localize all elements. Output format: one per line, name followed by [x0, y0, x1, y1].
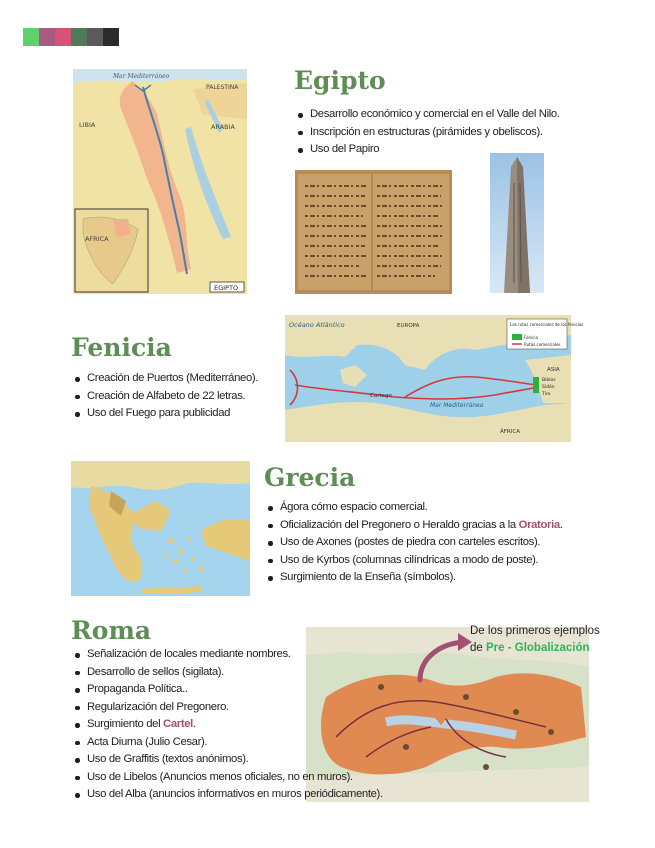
callout-text: de: [470, 642, 486, 654]
palette-swatch: [55, 28, 71, 46]
section-title-egipto: Egipto: [294, 66, 386, 95]
papyrus-image: [295, 170, 452, 294]
list-item: [264, 569, 563, 587]
list-item: Creación de Puertos (Mediterráneo).: [71, 370, 258, 388]
map-label: Océano Atlántico: [289, 321, 345, 329]
map-label: AFRICA: [85, 235, 109, 243]
list-item: [264, 517, 563, 535]
list-item: [264, 552, 563, 570]
list-item: [71, 786, 383, 804]
list-item: [71, 734, 383, 752]
obelisk-image: [490, 153, 544, 293]
map-label: Mar Mediterráneo: [113, 73, 170, 80]
list-item-text: Señalización de locales mediante nombres.: [87, 648, 291, 660]
color-palette: [23, 28, 119, 46]
list-item: [264, 499, 563, 517]
list-item: [71, 681, 383, 699]
map-label: ARABIA: [211, 123, 235, 131]
list-item-text: Surgimiento de la Enseña (símbolos).: [280, 571, 456, 583]
list-item-text: Uso de Kyrbos (columnas cilíndricas a modo de poste).: [280, 553, 539, 566]
map-legend-label: Rutas comerciales: [524, 342, 561, 347]
list-item: [71, 751, 383, 769]
list-item-text: Desarrollo de sellos (sigilata).: [87, 665, 224, 678]
list-item: Creación de Alfabeto de 22 letras.: [71, 388, 258, 406]
map-legend-label: Fenicia: [524, 335, 538, 340]
map-label: Sidón: [542, 385, 555, 390]
list-item-text: Uso de Libelos (Anuncios menos oficiales, no en muros).: [87, 770, 353, 783]
list-item: [71, 664, 383, 682]
phoenicia-trade-routes-map: [285, 315, 584, 442]
list-item-text: .: [559, 518, 563, 531]
grecia-bullet-list: [264, 499, 563, 587]
list-item: [264, 534, 563, 552]
map-label: ÁFRICA: [500, 429, 520, 435]
section-title-roma: Roma: [71, 616, 152, 645]
list-item: Uso del Papiro: [294, 141, 560, 159]
list-item: Desarrollo económico y comercial en el Valle del Nilo.: [294, 106, 560, 124]
list-item: [71, 646, 383, 664]
globalization-callout: [470, 623, 600, 657]
list-item: Uso del Fuego para publicidad: [71, 405, 258, 423]
palette-swatch: [103, 28, 119, 46]
map-label: EUROPA: [397, 323, 420, 329]
section-title-fenicia: Fenicia: [71, 333, 172, 362]
list-item-text: Oficialización del Pregonero o Heraldo gracias a la: [280, 518, 519, 531]
map-label: EGIPTO: [214, 284, 239, 292]
palette-swatch: [71, 28, 87, 46]
map-label: Cartago: [370, 393, 392, 399]
list-item: [71, 699, 383, 717]
map-label: Biblos: [542, 378, 556, 383]
callout-line: [470, 640, 600, 657]
fenicia-bullet-list: [71, 370, 258, 423]
list-item-text: Ágora cómo espacio comercial.: [280, 501, 428, 513]
map-label: Mar Mediterráneo: [430, 402, 484, 409]
list-item-text: Uso de Axones (postes de piedra con carteles escritos).: [280, 536, 541, 548]
list-item-text: Uso de Graffitis (textos anónimos).: [87, 753, 249, 765]
egipto-bullet-list: [294, 106, 560, 159]
curved-arrow-icon: [412, 630, 474, 682]
egypt-map: [73, 69, 247, 294]
list-item: [71, 769, 383, 787]
list-item-text: Acta Diurna (Julio Cesar).: [87, 735, 208, 748]
list-item-text: Uso del Alba (anuncios informativos en muros periódicamente).: [87, 788, 383, 800]
palette-swatch: [39, 28, 55, 46]
list-item: Inscripción en estructuras (pirámides y obeliscos).: [294, 124, 560, 142]
map-label: Tiro: [542, 392, 551, 397]
map-legend-title: Las rutas comerciales de los fenicios: [510, 322, 584, 327]
map-label: PALESTINA: [206, 84, 239, 91]
list-item: [71, 716, 383, 734]
list-item-text: Regularización del Pregonero.: [87, 700, 229, 713]
section-title-grecia: Grecia: [264, 463, 356, 492]
callout-line: De los primeros ejemplos: [470, 625, 600, 637]
palette-swatch: [23, 28, 39, 46]
highlight-oratoria: Oratoria: [518, 518, 560, 531]
map-label: LIBIA: [79, 121, 96, 129]
roma-bullet-list: [71, 646, 383, 804]
list-item-text: Propaganda Política..: [87, 683, 188, 695]
highlight-cartel: Cartel: [163, 718, 193, 730]
highlight-pre-globalizacion: Pre - Globalización: [486, 642, 590, 654]
list-item-text: Surgimiento del: [87, 718, 164, 730]
map-label: ASIA: [547, 367, 560, 373]
list-item-text: .: [192, 718, 196, 730]
palette-swatch: [87, 28, 103, 46]
greece-map: [71, 461, 250, 596]
